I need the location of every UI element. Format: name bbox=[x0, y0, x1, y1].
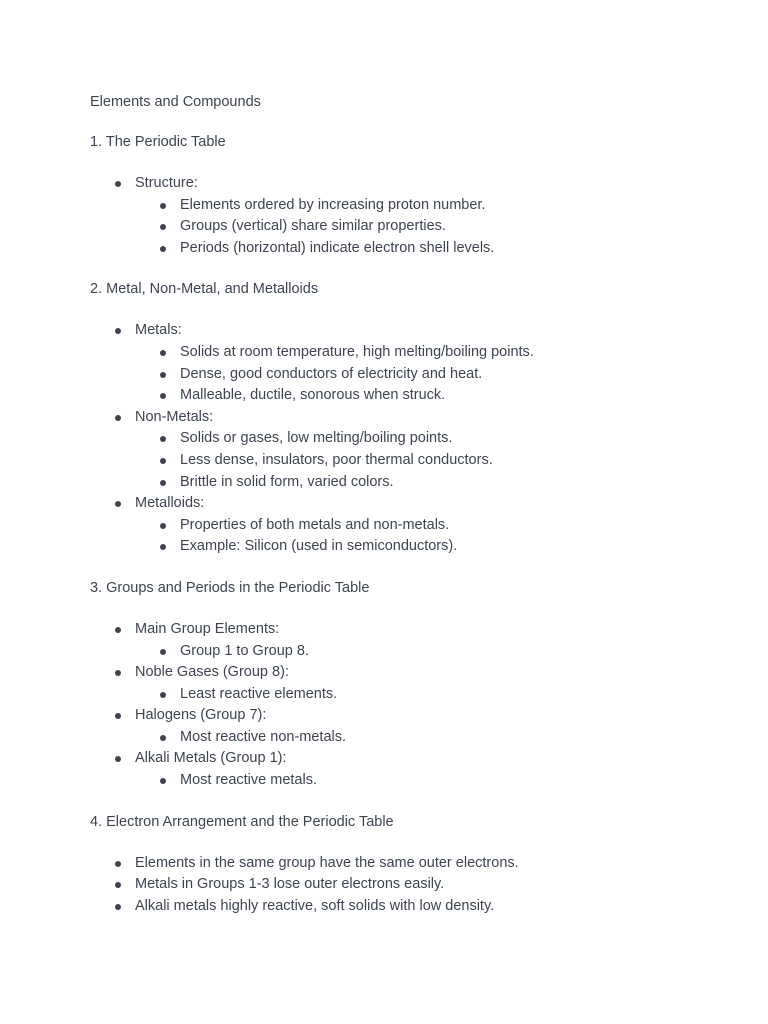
sub-list-item-text: Least reactive elements. bbox=[180, 685, 338, 702]
document-title: Elements and Compounds bbox=[90, 94, 261, 110]
bullet-icon bbox=[160, 203, 166, 209]
bullet-icon bbox=[115, 861, 121, 867]
list-item bbox=[90, 874, 710, 896]
section-2 bbox=[90, 279, 710, 558]
bullet-icon bbox=[160, 436, 166, 442]
list-item-text: Alkali metals highly reactive, soft solids with low density. bbox=[135, 897, 495, 914]
sub-list-item bbox=[90, 515, 710, 537]
bullet-icon bbox=[160, 735, 166, 741]
sub-list-item bbox=[90, 727, 710, 749]
list-item bbox=[90, 853, 710, 875]
list-item-text: Noble Gases (Group 8): bbox=[135, 664, 289, 681]
bullet-icon bbox=[115, 501, 121, 507]
sub-list-item-text: Elements ordered by increasing proton number. bbox=[180, 196, 486, 213]
section-4 bbox=[90, 812, 710, 918]
bullet-list bbox=[90, 853, 710, 918]
bullet-icon bbox=[160, 224, 166, 230]
list-item-text: Elements in the same group have the same outer electrons. bbox=[135, 854, 519, 871]
list-item bbox=[90, 748, 710, 770]
bullet-icon bbox=[115, 882, 121, 888]
sub-list-item bbox=[90, 472, 710, 494]
bullet-icon bbox=[160, 480, 166, 486]
list-item-text: Metals in Groups 1-3 lose outer electrons easily. bbox=[135, 876, 445, 893]
sub-list-item-text: Periods (horizontal) indicate electron shell levels. bbox=[180, 239, 495, 256]
section-heading: 4. Electron Arrangement and the Periodic Table bbox=[90, 813, 394, 830]
list-item bbox=[90, 705, 710, 727]
sub-list-item bbox=[90, 536, 710, 558]
bullet-icon bbox=[115, 328, 121, 334]
list-item-text: Structure: bbox=[135, 175, 198, 191]
bullet-icon bbox=[160, 544, 166, 550]
sub-list-item bbox=[90, 385, 710, 407]
list-item-text: Alkali Metals (Group 1): bbox=[135, 750, 287, 767]
sub-list-item-text: Malleable, ductile, sonorous when struck. bbox=[180, 387, 446, 404]
bullet-list bbox=[90, 320, 710, 558]
list-item-text: Halogens (Group 7): bbox=[135, 707, 267, 724]
list-item bbox=[90, 493, 710, 515]
list-item-text: Metalloids: bbox=[135, 495, 205, 512]
sub-list-item-text: Most reactive metals. bbox=[180, 772, 317, 789]
sub-list-item-text: Dense, good conductors of electricity and heat. bbox=[180, 365, 483, 382]
bullet-icon bbox=[160, 350, 166, 356]
list-item bbox=[90, 173, 710, 195]
bullet-icon bbox=[115, 904, 121, 910]
bullet-list bbox=[90, 173, 710, 259]
bullet-icon bbox=[115, 415, 121, 421]
list-item bbox=[90, 320, 710, 342]
sub-list-item-text: Groups (vertical) share similar properties. bbox=[180, 218, 446, 235]
sub-list-item bbox=[90, 641, 710, 663]
sub-list-item bbox=[90, 238, 710, 260]
bullet-icon bbox=[160, 458, 166, 464]
section-3 bbox=[90, 578, 710, 792]
list-item-text: Main Group Elements: bbox=[135, 620, 280, 637]
sub-list-item-text: Less dense, insulators, poor thermal conductors. bbox=[180, 451, 493, 468]
bullet-icon bbox=[160, 246, 166, 252]
bullet-icon bbox=[115, 713, 121, 719]
sub-list-item-text: Solids or gases, low melting/boiling points. bbox=[180, 430, 453, 447]
section-heading: 1. The Periodic Table bbox=[90, 134, 226, 150]
sub-list-item bbox=[90, 195, 710, 217]
section-heading: 3. Groups and Periods in the Periodic Table bbox=[90, 579, 370, 596]
sub-list-item bbox=[90, 216, 710, 238]
document-sections bbox=[90, 132, 710, 917]
bullet-icon bbox=[160, 393, 166, 399]
bullet-icon bbox=[115, 181, 121, 187]
section-1 bbox=[90, 132, 710, 259]
list-item bbox=[90, 407, 710, 429]
bullet-icon bbox=[160, 692, 166, 698]
sub-list-item-text: Group 1 to Group 8. bbox=[180, 642, 309, 659]
sub-list-item bbox=[90, 450, 710, 472]
list-item bbox=[90, 896, 710, 918]
sub-list-item-text: Most reactive non-metals. bbox=[180, 728, 347, 745]
sub-list-item-text: Properties of both metals and non-metals. bbox=[180, 516, 450, 533]
bullet-icon bbox=[115, 627, 121, 633]
sub-list-item bbox=[90, 770, 710, 792]
list-item-text: Non-Metals: bbox=[135, 408, 214, 425]
sub-list-item bbox=[90, 342, 710, 364]
bullet-icon bbox=[160, 523, 166, 529]
sub-list-item bbox=[90, 364, 710, 386]
document bbox=[90, 92, 710, 937]
sub-list-item-text: Solids at room temperature, high melting/boiling points. bbox=[180, 343, 534, 360]
list-item bbox=[90, 662, 710, 684]
sub-list-item bbox=[90, 684, 710, 706]
bullet-list bbox=[90, 619, 710, 792]
list-item-text: Metals: bbox=[135, 322, 182, 339]
list-item bbox=[90, 619, 710, 641]
bullet-icon bbox=[115, 756, 121, 762]
bullet-icon bbox=[160, 372, 166, 378]
section-heading: 2. Metal, Non-Metal, and Metalloids bbox=[90, 281, 319, 298]
sub-list-item-text: Brittle in solid form, varied colors. bbox=[180, 473, 394, 490]
sub-list-item bbox=[90, 428, 710, 450]
bullet-icon bbox=[115, 670, 121, 676]
sub-list-item-text: Example: Silicon (used in semiconductors). bbox=[180, 538, 458, 555]
bullet-icon bbox=[160, 649, 166, 655]
bullet-icon bbox=[160, 778, 166, 784]
